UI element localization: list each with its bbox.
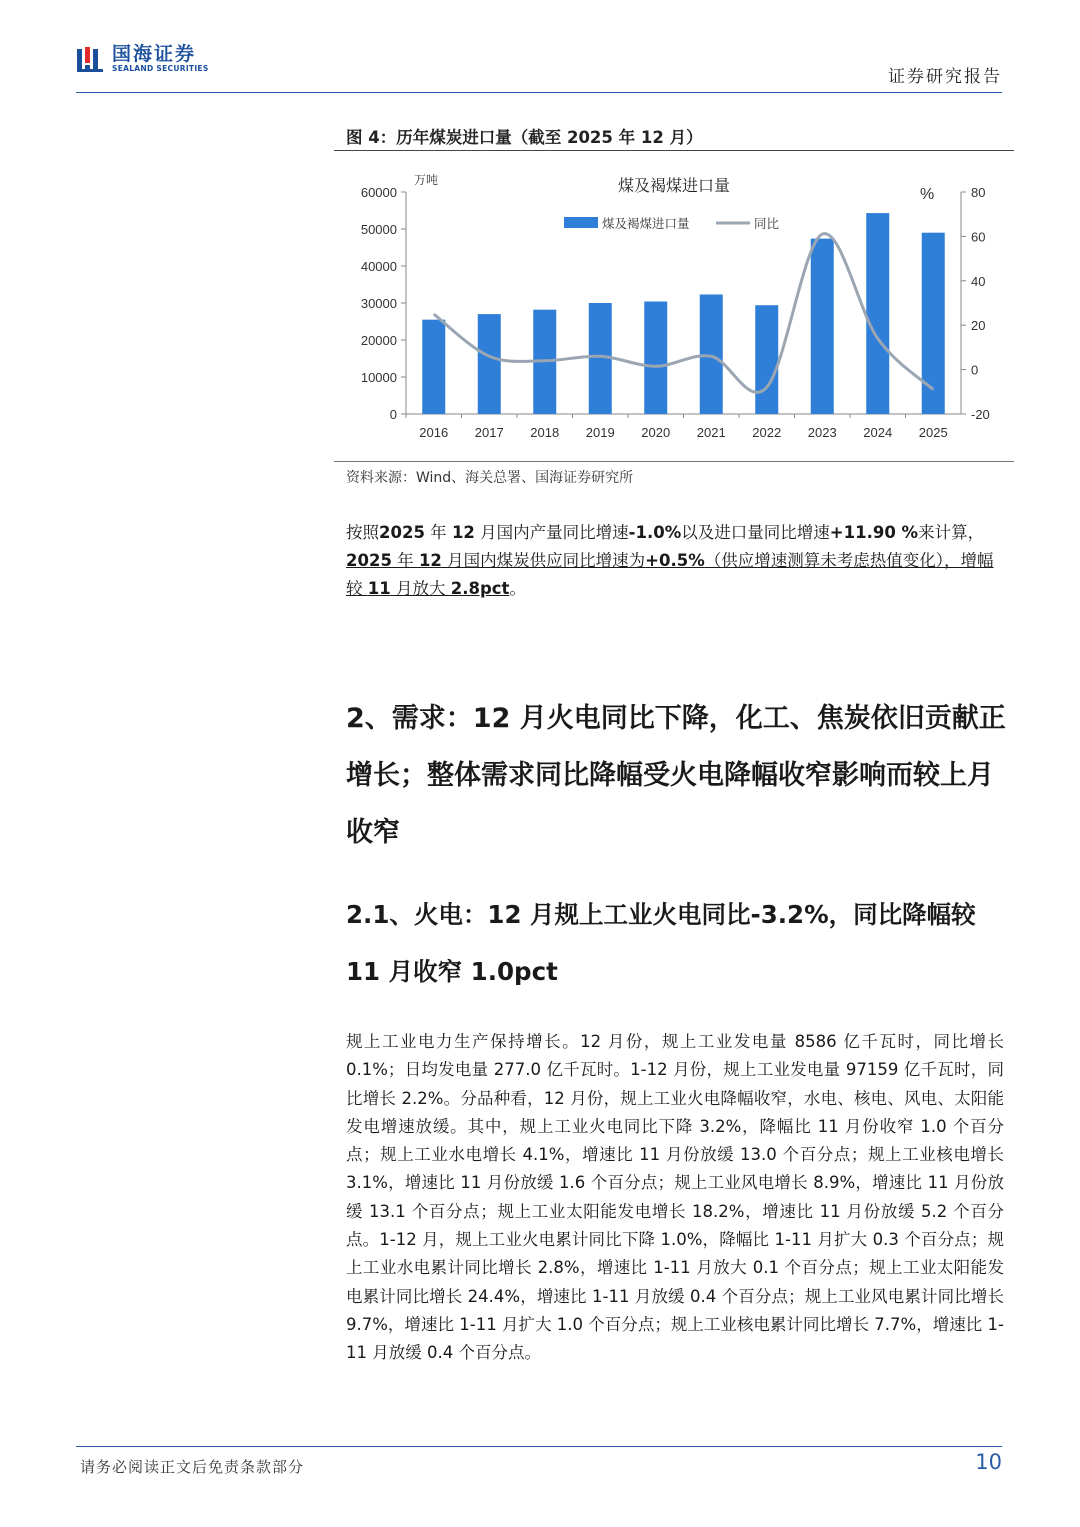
left-tick-label: 60000	[360, 185, 397, 200]
left-tick-label: 10000	[360, 370, 397, 385]
section-2-heading: 2、需求：12 月火电同比下降，化工、焦炭依旧贡献正增长；整体需求同比降幅受火电降幅收窄影响而较上月收窄	[346, 703, 1006, 848]
right-tick-label: 0	[971, 362, 979, 378]
right-unit-label: %	[920, 186, 935, 203]
left-unit-label: 万吨	[414, 173, 439, 187]
footer-divider	[76, 1446, 1002, 1447]
coal-import-chart	[334, 152, 1014, 458]
logo-text-en: SEALAND SECURITIES	[112, 64, 209, 73]
left-tick-label: 40000	[360, 259, 397, 274]
bar-2025	[922, 233, 945, 414]
right-tick-label: 60	[971, 229, 986, 245]
left-tick-label: 50000	[360, 222, 397, 237]
legend-bar-label: 煤及褐煤进口量	[602, 216, 690, 231]
legend-line-label: 同比	[754, 216, 780, 231]
x-tick-label-2022: 2022	[752, 425, 782, 440]
right-tick-label: 80	[971, 185, 986, 200]
chart-title: 煤及褐煤进口量	[617, 176, 731, 195]
page-number: 10	[975, 1450, 1002, 1474]
bar-2017	[478, 314, 501, 414]
right-tick-label: 40	[971, 273, 986, 289]
bar-2023	[811, 239, 834, 414]
figure-bottom-rule	[334, 461, 1014, 462]
figure-top-rule	[334, 150, 1014, 151]
figure-source: 资料来源：Wind、海关总署、国海证券研究所	[346, 470, 634, 486]
x-tick-label-2024: 2024	[863, 425, 893, 440]
supply-conclusion: 2025 年 12 月国内煤炭供应同比增速为+0.5%（供应增速测算未考虑热值变化），增幅较 11 月放大 2.8pct	[346, 551, 994, 598]
x-tick-label-2025: 2025	[918, 425, 948, 440]
x-tick-label-2023: 2023	[807, 425, 837, 440]
left-tick-label: 30000	[360, 296, 397, 311]
header-divider	[76, 92, 1002, 93]
report-type: 证券研究报告	[888, 67, 1002, 87]
x-tick-label-2019: 2019	[585, 425, 615, 440]
x-tick-label-2020: 2020	[641, 425, 671, 440]
bar-2022	[755, 305, 778, 414]
yoy-line	[434, 234, 934, 393]
sealand-logo-icon	[76, 45, 104, 73]
x-tick-label-2017: 2017	[474, 425, 504, 440]
section-2-1-heading: 2.1、火电：12 月规上工业火电同比-3.2%，同比降幅较 11 月收窄 1.0pct	[346, 900, 976, 986]
figure-title: 图 4：历年煤炭进口量（截至 2025 年 12 月）	[346, 128, 703, 147]
section-2-1-body: 规上工业电力生产保持增长。12 月份，规上工业发电量 8586 亿千瓦时，同比增长 0.1%；日均发电量 277.0 亿千瓦时。1-12 月份，规上工业发电量 97159 亿千瓦时，同比增长 2.2%。分品种看，12 月份，规上工业火电降幅收窄，水电、核电、风电、太阳能发电增速放缓。其中，规上工业火电同比下降 3.2%，降幅比 11 月份收窄 1.0 个百分点；规上工业水电增长 4.1%，增速比 11 月份放缓 13.0 个百分点；规上工业核电增长 3.1%，增速比 11 月份放缓 1.6 个百分点；规上工业风电增长 8.9%，增速比 11 月份放缓 13.1 个百分点；规上工业太阳能发电增长 18.2%，增速比 11 月份放缓 5.2 个百分点。1-12 月，规上工业火电累计同比下降 1.0%，降幅比 1-11 月扩大 0.3 个百分点；规上工业水电累计同比增长 2.8%，增速比 1-11 月放大 0.1 个百分点；规上工业太阳能发电累计同比增长 24.4%，增速比 1-11 月放缓 0.4 个百分点；规上工业风电累计同比增长 9.7%，增速比 1-11 月扩大 1.0 个百分点；规上工业核电累计同比增长 7.7%，增速比 1-11 月放缓 0.4 个百分点。	[346, 1032, 1004, 1363]
bar-2024	[866, 213, 889, 414]
left-tick-label: 20000	[360, 333, 397, 348]
legend-bar-swatch	[564, 217, 598, 228]
bar-2020	[644, 302, 667, 414]
x-tick-label-2016: 2016	[419, 425, 449, 440]
right-tick-label: 20	[971, 318, 986, 334]
right-tick-label: -20	[971, 407, 990, 422]
x-tick-label-2021: 2021	[696, 425, 726, 440]
logo-text-cn: 国海证券	[112, 43, 197, 65]
supply-paragraph: 按照2025 年 12 月国内产量同比增速-1.0%以及进口量同比增速+11.90 %来计算，2025 年 12 月国内煤炭供应同比增速为+0.5%（供应增速测算未考虑热值变化），增幅较 11 月放大 2.8pct。	[346, 523, 994, 598]
bar-2016	[422, 320, 445, 414]
x-tick-label-2018: 2018	[530, 425, 560, 440]
footer-disclaimer: 请务必阅读正文后免责条款部分	[80, 1458, 305, 1476]
brand-logo	[76, 44, 209, 73]
left-tick-label: 0	[389, 407, 397, 422]
